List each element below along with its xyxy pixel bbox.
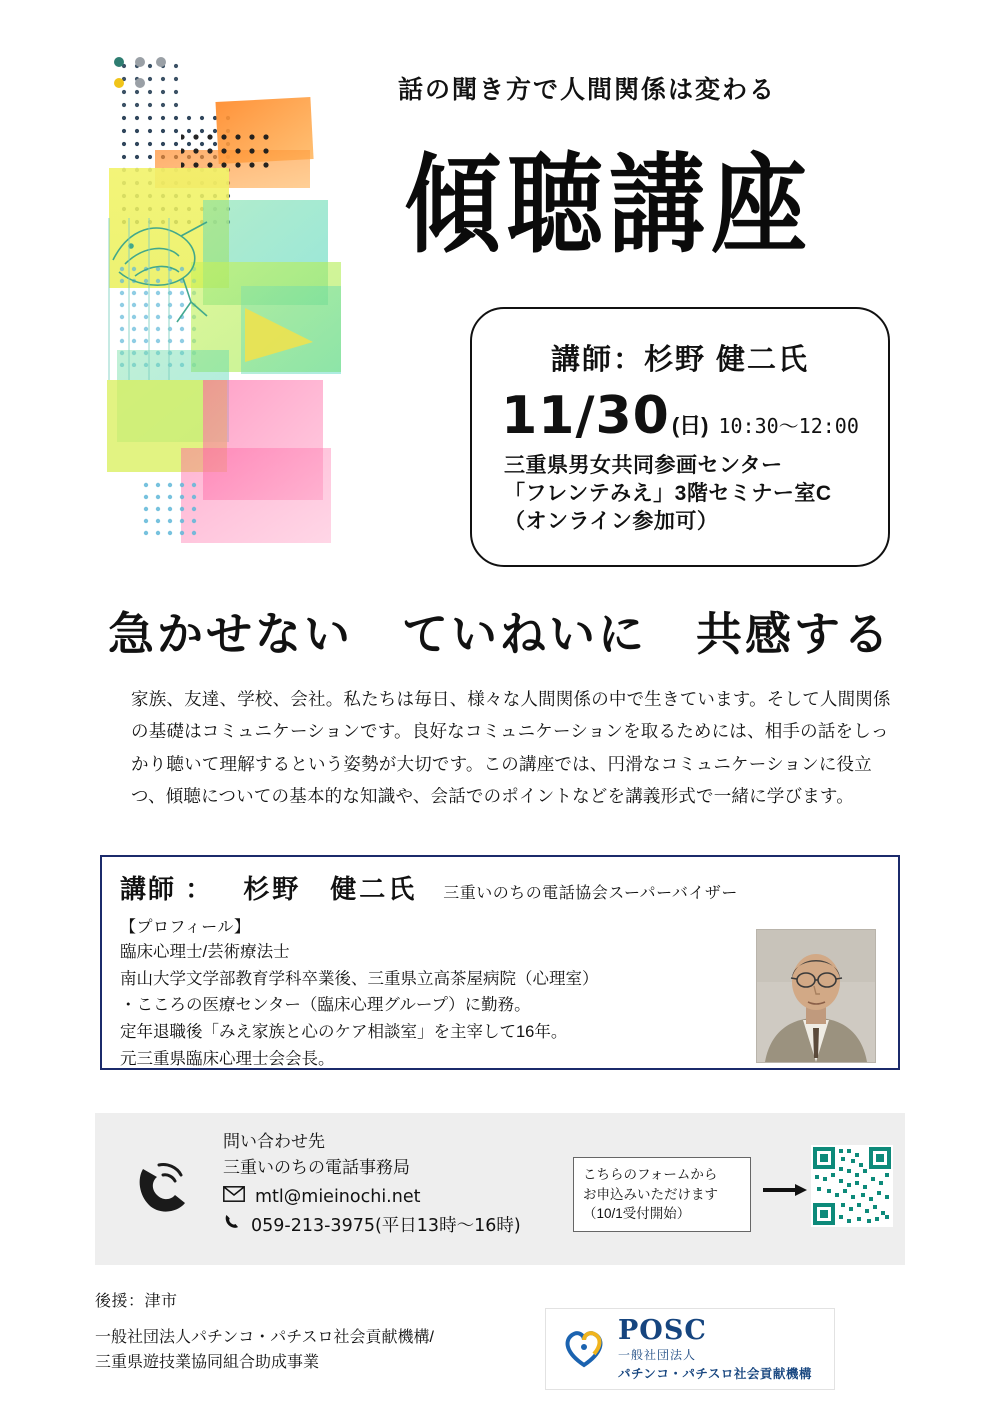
event-info-box [470,307,890,567]
poster-tagline: 話の聞き方で人間関係は変わる [398,75,777,104]
profile-line-2: 南山大学文学部教育学科卒業後、三重県立高茶屋病院（心理室） [120,969,599,988]
phone-illustration-icon [133,1159,195,1217]
posc-logo-text [618,1314,812,1382]
qr-code-graphic [811,1145,893,1227]
form-note-line-1: こちらのフォームから [583,1167,718,1182]
profile-line-1: 臨床心理士/芸術療法士 [120,943,290,961]
application-form-note [573,1157,751,1232]
contact-office: 三重いのちの電話事務局 [223,1158,410,1178]
grant-line-2: 三重県遊技業協同組合助成事業 [95,1353,320,1371]
contact-tel[interactable]: 059-213-3975(平日13時〜16時) [251,1215,521,1236]
event-date-row [494,386,866,446]
profile-line-3: ・こころの医療センター（臨床心理グループ）に勤務。 [120,996,531,1015]
handset-icon [223,1213,241,1239]
venue-line-1: 三重県男女共同参画センター [504,454,783,477]
contact-heading: 問い合わせ先 [223,1132,325,1151]
profile-name: 杉野 健二氏 [243,874,418,904]
qr-code[interactable] [811,1145,893,1227]
profile-header [120,869,880,906]
lecturer-profile-box [100,855,900,1070]
venue-line-2: 「フレンテみえ」3階セミナー室C [504,482,832,506]
posc-logo [545,1308,835,1390]
form-note-line-2: お申込みいただけます [583,1186,718,1202]
event-time: 10:30〜12:00 [718,414,859,438]
profile-line-4: 定年退職後「みえ家族と心のケア相談室」を主宰して16年。 [120,1023,568,1042]
contact-details [223,1129,521,1240]
posc-heart-icon [560,1323,608,1376]
contact-email-row[interactable] [223,1184,521,1211]
lecturer-portrait-illustration [757,930,875,1062]
arrow-right-icon [763,1183,807,1195]
profile-heading-label: 講師 ： [120,874,214,904]
support-text: 後援：津市 [95,1293,178,1310]
posc-logo-sub2: パチンコ・パチスロ社会貢献機構 [618,1366,812,1381]
collage-artwork [95,50,385,570]
event-weekday: (日) [671,413,709,438]
collage-svg [95,50,385,570]
profile-role: 三重いのちの電話協会スーパーバイザー [443,885,738,902]
form-note-line-3: （10/1受付開始） [583,1206,691,1222]
lecturer-photo [756,929,876,1063]
contact-tel-row[interactable] [223,1213,521,1240]
profile-details [120,939,740,1073]
grant-text [95,1326,434,1376]
posc-logo-main: POSC [618,1314,707,1346]
page-title: 傾聴講座 [405,141,813,268]
envelope-icon [223,1184,245,1210]
contact-email[interactable]: mtl@mieinochi.net [255,1186,421,1207]
venue-line-3: （オンライン参加可） [504,510,719,534]
poster-slogan: 急かせない ていねいに 共感する [108,607,892,661]
grant-line-1: 一般社団法人パチンコ・パチスロ社会貢献機構/ [95,1329,435,1346]
event-date: 11/30 [501,386,670,446]
description-text: 家族、友達、学校、会社。私たちは毎日、様々な人間関係の中で生きています。そして人間関係の基礎はコミュニケーションです。良好なコミュニケーションを取るためには、相手の話をしっかり聴いて理解するという姿勢が大切です。この講座では、円滑なコミュニケーションに役立つ、傾聴についての基本的な知識や、会話でのポイントなどを講義形式で一緒に学びます。 [131,689,891,807]
profile-section-label: 【プロフィール】 [120,919,251,936]
profile-line-5: 元三重県臨床心理士会会長。 [120,1049,335,1068]
posc-logo-sub1: 一般社団法人 [618,1347,697,1362]
contact-section [95,1113,905,1265]
lecturer-heading: 講師：杉野 健二氏 [550,344,810,376]
event-venue [494,452,866,536]
